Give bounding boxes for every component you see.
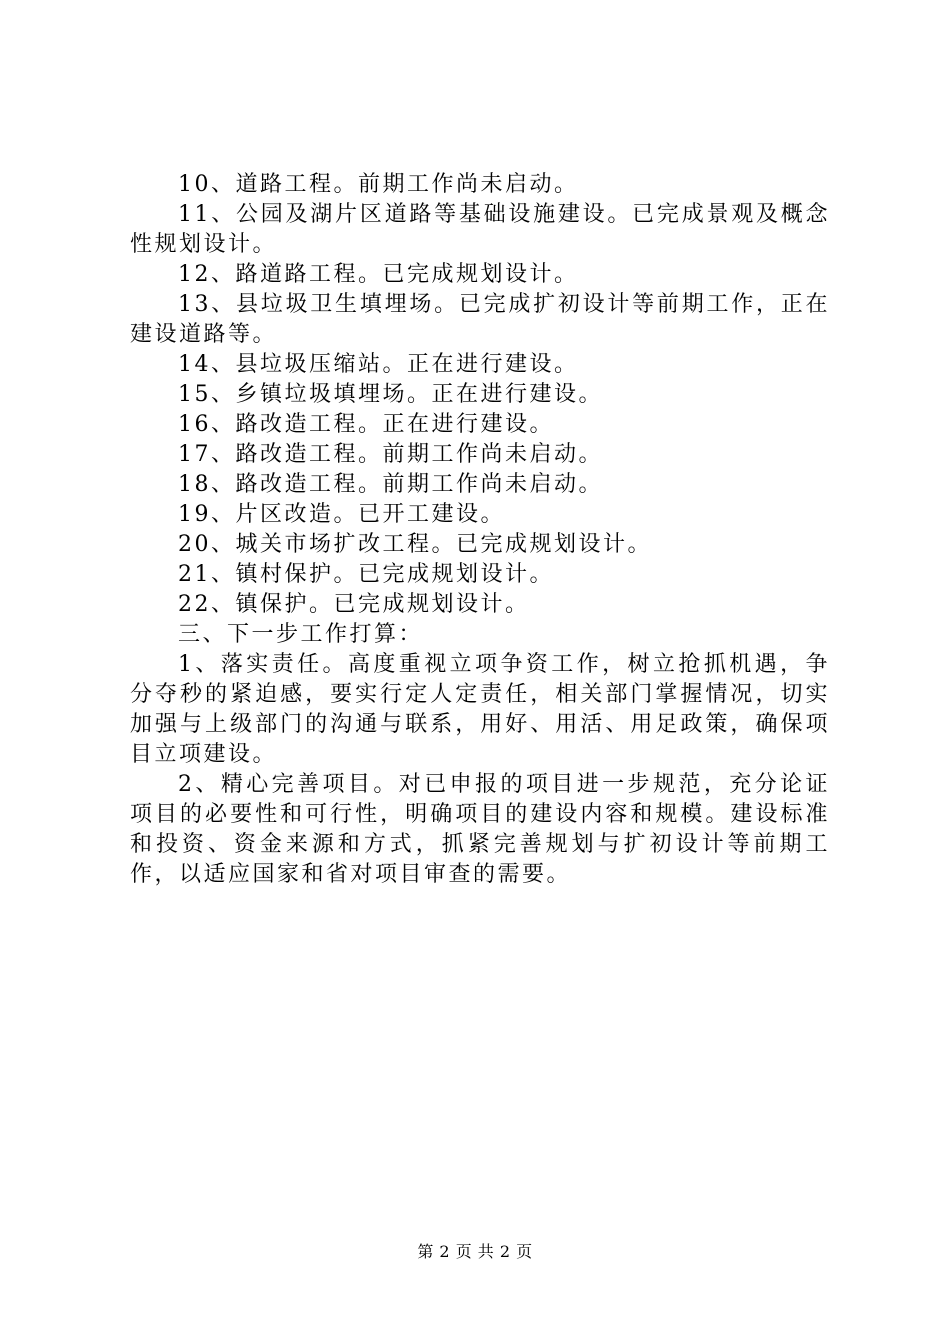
page-footer — [0, 1242, 950, 1262]
paragraph-22: 22、镇保护。已完成规划设计。 — [178, 592, 530, 617]
paragraph-14: 14、县垃圾压缩站。正在进行建设。 — [178, 352, 579, 377]
section-heading-next-steps: 三、下一步工作打算： — [178, 622, 424, 647]
paragraph-21: 21、镇村保护。已完成规划设计。 — [178, 562, 554, 587]
paragraph-15: 15、乡镇垃圾填埋场。正在进行建设。 — [178, 382, 603, 407]
paragraph-12: 12、路道路工程。已完成规划设计。 — [178, 262, 579, 287]
paragraph-10: 10、道路工程。前期工作尚未启动。 — [178, 172, 579, 197]
paragraph-17: 17、路改造工程。前期工作尚未启动。 — [178, 442, 603, 467]
paragraph-16: 16、路改造工程。正在进行建设。 — [178, 412, 554, 437]
paragraph-20: 20、城关市场扩改工程。已完成规划设计。 — [178, 532, 652, 557]
paragraph-11: 11、公园及湖片区道路等基础设施建设。已完成景观及概念性规划设计。 — [130, 202, 830, 257]
document-body — [130, 170, 830, 890]
paragraph-plan-2: 2、精心完善项目。对已申报的项目进一步规范，充分论证项目的必要性和可行性，明确项目的建设内容和规模。建设标准和投资、资金来源和方式，抓紧完善规划与扩初设计等前期工作，以适应国家和省对项目审查的需要。 — [130, 772, 830, 887]
paragraph-13: 13、县垃圾卫生填埋场。已完成扩初设计等前期工作，正在建设道路等。 — [130, 292, 830, 347]
paragraph-plan-1: 1、落实责任。高度重视立项争资工作，树立抢抓机遇，争分夺秒的紧迫感，要实行定人定责任，相关部门掌握情况，切实加强与上级部门的沟通与联系，用好、用活、用足政策，确保项目立项建设。 — [130, 652, 830, 767]
page-number: 第 2 页 共 2 页 — [417, 1242, 533, 1261]
paragraph-19: 19、片区改造。已开工建设。 — [178, 502, 505, 527]
paragraph-18: 18、路改造工程。前期工作尚未启动。 — [178, 472, 603, 497]
